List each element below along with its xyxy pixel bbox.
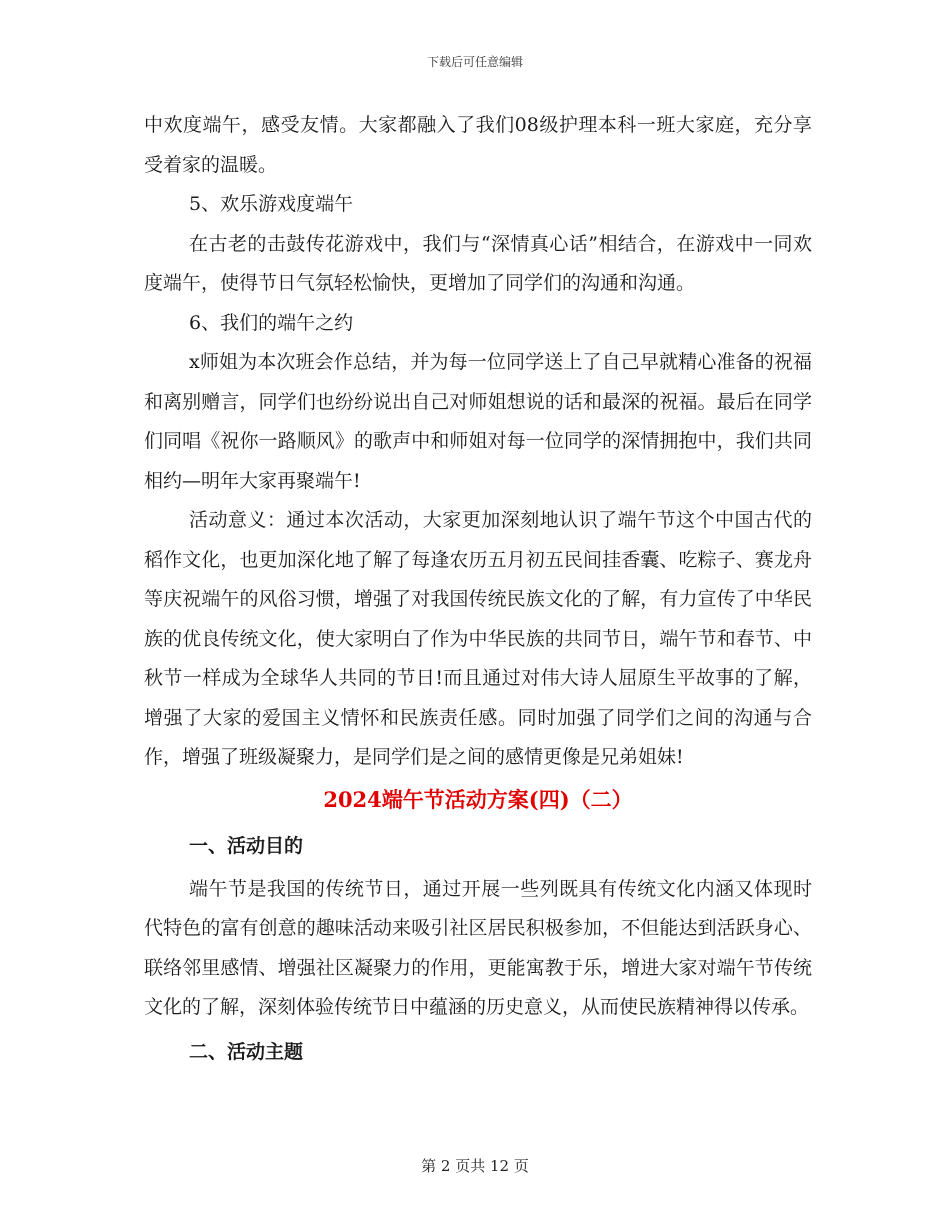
list-item-5: 5、欢乐游戏度端午 (189, 193, 354, 215)
paragraph-game: 在古老的击鼓传花游戏中，我们与“深情真心话”相结合，在游戏中一同欢度端午，使得节日气氛轻松愉快，更增加了同学们的沟通和沟通。 (144, 232, 812, 294)
paragraph-continuation: 中欢度端午，感受友情。大家都融入了我们08级护理本科一班大家庭，充分享受着家的温暖。 (144, 114, 812, 176)
heading-theme: 二、活动主题 (189, 1040, 304, 1063)
heading-purpose: 一、活动目的 (189, 834, 304, 857)
page-footer: 第 2 页共 12 页 (421, 1157, 529, 1175)
list-item-6: 6、我们的端午之约 (189, 311, 354, 334)
page-header: 下载后可任意编辑 (426, 55, 523, 69)
paragraph-summary: x师姐为本次班会作总结，并为每一位同学送上了自己早就精心准备的祝福和离别赠言，同学们也纷纷说出自己对师姐想说的话和最深的祝福。最后在同学们同唱《祝你一路顺风》的歌声中和师姐对每一位同学的深情拥抱中，我们共同相约—明年大家再聚端午! (144, 351, 812, 492)
paragraph-significance: 活动意义：通过本次活动，大家更加深刻地认识了端午节这个中国古代的稻作文化，也更加深化地了解了每逢农历五月初五民间挂香囊、吃粽子、赛龙舟等庆祝端午的风俗习惯，增强了对我国传统民族文化的了解，有力宣传了中华民族的优良传统文化，使大家明白了作为中华民族的共同节日，端午节和春节、中秋节一样成为全球华人共同的节日!而且通过对伟大诗人屈原生平故事的了解，增强了大家的爱国主义情怀和民族责任感。同时加强了同学们之间的沟通与合作，增强了班级凝聚力，是同学们是之间的感情更像是兄弟姐妹! (144, 509, 812, 768)
paragraph-purpose: 端午节是我国的传统节日，通过开展一些列既具有传统文化内涵又体现时代特色的富有创意的趣味活动来吸引社区居民积极参加，不但能达到活跃身心、联络邻里感情、增强社区凝聚力的作用，更能寓教于乐，增进大家对端午节传统文化的了解，深刻体验传统节日中蕴涵的历史意义，从而使民族精神得以传承。 (144, 877, 812, 1018)
section-title: 2024端午节活动方案(四)（二） (323, 786, 633, 812)
document-body (144, 106, 812, 1076)
